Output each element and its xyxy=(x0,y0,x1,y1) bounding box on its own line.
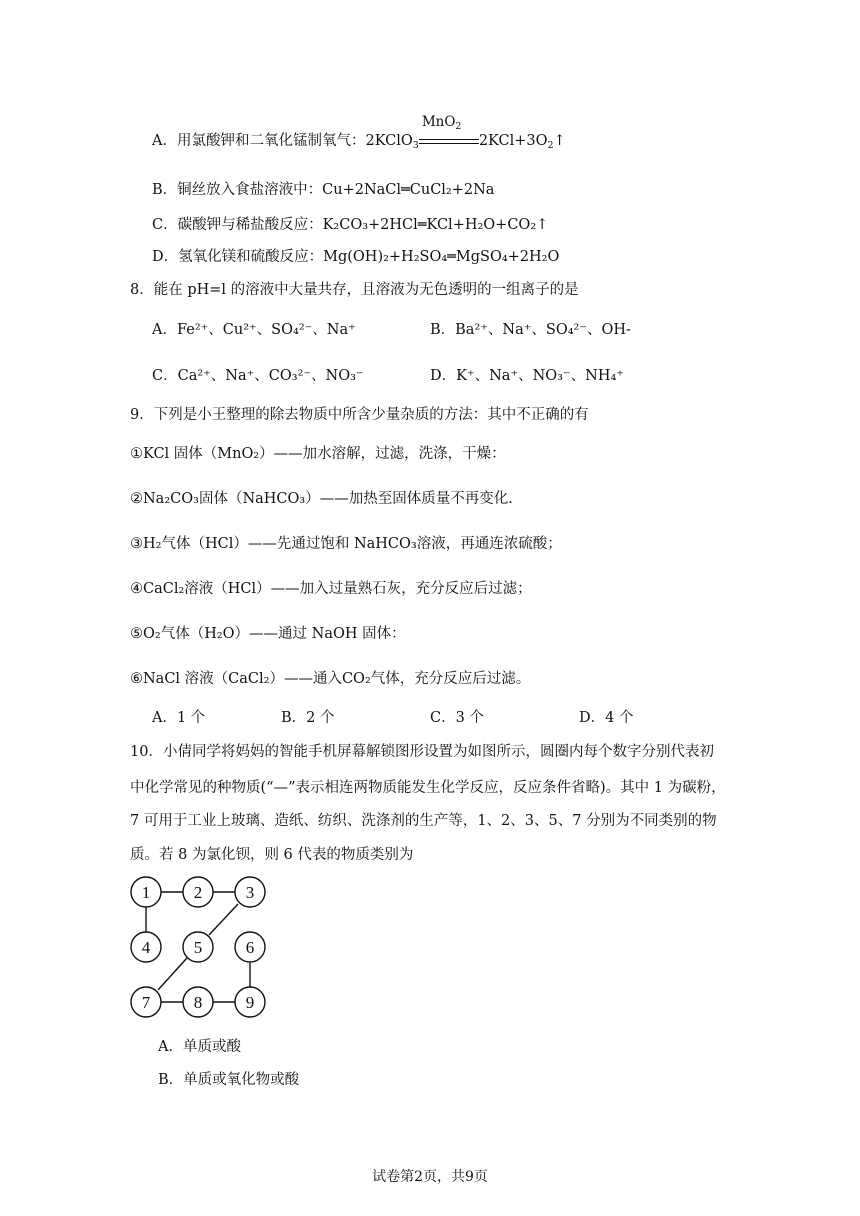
q7-a-catalyst-sub: 2 xyxy=(455,121,462,132)
q8-option-b: B．Ba²⁺、Na⁺、SO₄²⁻、OH- xyxy=(430,322,631,338)
q9-item-1: ①KCl 固体（MnO₂）——加水溶解，过滤，洗涤，干燥： xyxy=(130,446,506,462)
q9-choice-d: D．4 个 xyxy=(579,710,634,726)
q8-option-d: D．K⁺、Na⁺、NO₃⁻、NH₄⁺ xyxy=(430,368,624,384)
q7-option-b: B．铜丝放入食盐溶液中：Cu+2NaCl═CuCl₂+2Na xyxy=(152,182,495,198)
q10-choice-a: A．单质或酸 xyxy=(158,1039,241,1055)
q9-item-5: ⑤O₂气体（H₂O）——通过 NaOH 固体： xyxy=(130,626,406,642)
page-footer: 试卷第2页，共9页 xyxy=(372,1169,488,1185)
q10-line-4: 质。若 8 为氯化钡，则 6 代表的物质类别为 xyxy=(130,847,414,863)
node-label-2: 2 xyxy=(193,883,203,902)
q9-item-2: ②Na₂CO₃固体（NaHCO₃）——加热至固体质量不再变化. xyxy=(130,491,513,507)
q7-option-a: A．用氯酸钾和二氧化锰制氧气：2KClO$_3$ MnO$_2$ $2KCl+3O_2↑$ xyxy=(152,114,566,151)
node-label-6: 6 xyxy=(245,938,255,957)
node-label-4: 4 xyxy=(141,938,151,957)
unlock-pattern-diagram xyxy=(128,875,273,1025)
catalyst-equals-sign xyxy=(419,114,479,148)
q7-option-c: C．碳酸钾与稀盐酸反应：K₂CO₃+2HCl═KCl+H₂O+CO₂↑ xyxy=(152,217,549,233)
q9-item-3: ③H₂气体（HCl）——先通过饱和 NaHCO₃溶液，再通连浓硫酸； xyxy=(130,536,562,552)
q10-line-1: 10．小倩同学将妈妈的智能手机屏幕解锁图形设置为如图所示，圆圈内每个数字分别代表初 xyxy=(130,744,714,760)
q9-item-6: ⑥NaCl 溶液（CaCl₂）——通入CO₂气体，充分反应后过滤。 xyxy=(130,671,531,687)
q9-choice-c: C．3 个 xyxy=(430,710,484,726)
node-label-5: 5 xyxy=(193,938,203,957)
q10-line-3: 7 可用于工业上玻璃、造纸、纺织、洗涤剂的生产等，1、2、3、5、7 分别为不同类别的物 xyxy=(130,813,717,829)
q8-option-a: A．Fe²⁺、Cu²⁺、SO₄²⁻、Na⁺ xyxy=(152,322,356,338)
node-label-3: 3 xyxy=(245,883,255,902)
q7-option-d: D．氢氧化镁和硫酸反应：Mg(OH)₂+H₂SO₄═MgSO₄+2H₂O xyxy=(152,249,560,265)
q7-a-text: A．用氯酸钾和二氧化锰制氧气：2KClO xyxy=(152,133,413,149)
q10-line-2: 中化学常见的种物质(“—”表示相连两物质能发生化学反应，反应条件省略)。其中 1 为碳粉， xyxy=(130,780,726,796)
node-label-7: 7 xyxy=(141,993,151,1012)
q8-option-c: C．Ca²⁺、Na⁺、CO₃²⁻、NO₃⁻ xyxy=(152,368,364,384)
node-label-9: 9 xyxy=(245,993,255,1012)
q8-stem: 8．能在 pH=l 的溶液中大量共存，且溶液为无色透明的一组离子的是 xyxy=(130,282,579,298)
q7-a-product: 2KCl+3O xyxy=(478,133,548,149)
q9-item-4: ④CaCl₂溶液（HCl）——加入过量熟石灰，充分反应后过滤； xyxy=(130,581,532,597)
q10-choice-b: B．单质或氧化物或酸 xyxy=(158,1072,300,1088)
q9-choice-b: B．2 个 xyxy=(281,710,335,726)
node-label-1: 1 xyxy=(141,883,151,902)
q7-a-catalyst: MnO xyxy=(421,114,456,130)
node-label-8: 8 xyxy=(193,993,203,1012)
q9-stem: 9．下列是小王整理的除去物质中所含少量杂质的方法：其中不正确的有 xyxy=(130,407,589,423)
q9-choice-a: A．1 个 xyxy=(152,710,206,726)
edge-5-7 xyxy=(158,958,187,990)
edge-3-5 xyxy=(209,904,238,935)
